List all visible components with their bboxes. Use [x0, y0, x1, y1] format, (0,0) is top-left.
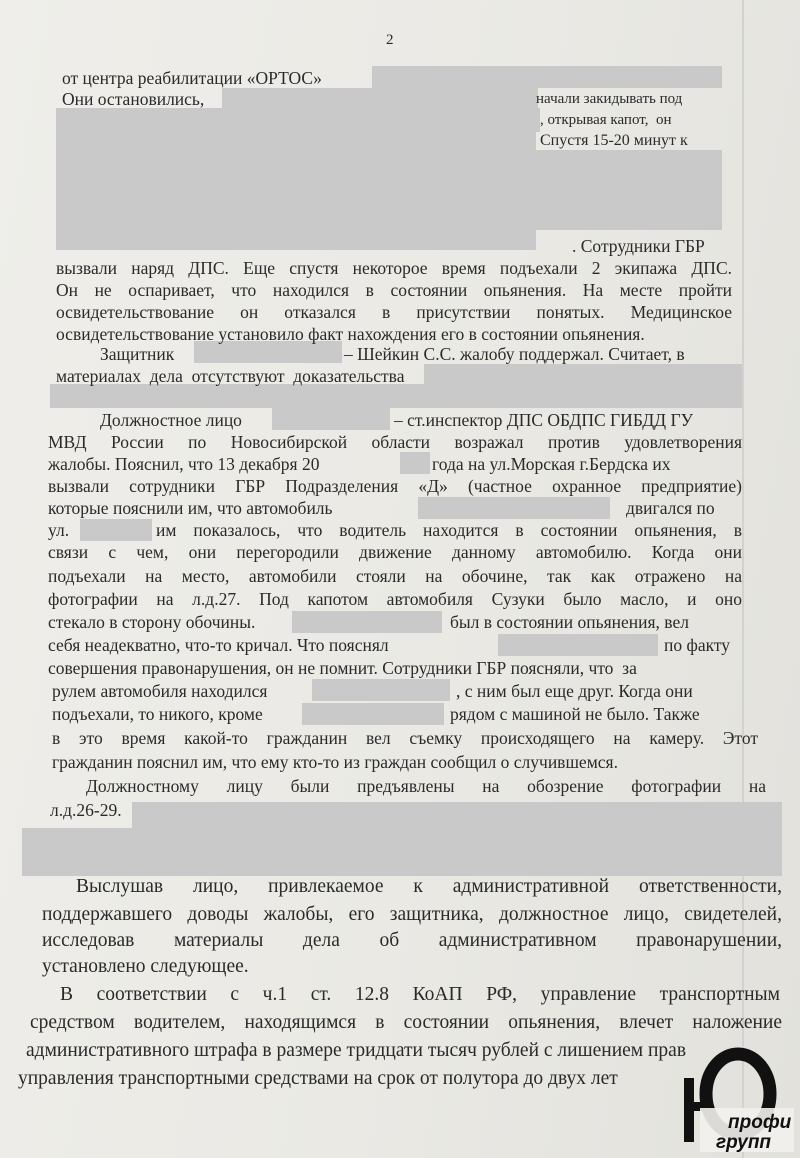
- redaction-block: [498, 634, 658, 656]
- redaction-block: [424, 364, 742, 384]
- text-line: подъехали, то никого, кроме: [52, 704, 263, 724]
- text-line: В соответствии с ч.1 ст. 12.8 КоАП РФ, управление транспортным: [60, 984, 780, 1005]
- text-line: начали закидывать под: [536, 91, 683, 107]
- text-line: года на ул.Морская г.Бердска их: [432, 454, 671, 474]
- text-line: по факту: [664, 635, 731, 655]
- logo-text-grupp: групп: [716, 1132, 772, 1152]
- text-line: – ст.инспектор ДПС ОБДПС ГИБДД ГУ: [394, 410, 693, 430]
- text-line: вызвали наряд ДПС. Еще спустя некоторое время подъехали 2 экипажа ДПС.: [56, 258, 732, 278]
- redaction-block: [22, 828, 782, 876]
- profi-grupp-logo: [676, 1046, 794, 1152]
- redaction-block: [222, 88, 538, 110]
- text-line: исследовав материалы дела об административном правонарушении,: [42, 930, 782, 951]
- text-line: Спустя 15-20 минут к: [540, 132, 688, 149]
- text-line: которые пояснили им, что автомобиль: [48, 498, 333, 518]
- text-line: поддержавшего доводы жалобы, его защитника, должностное лицо, свидетелей,: [42, 904, 782, 925]
- text-line: ул.: [48, 520, 70, 540]
- text-line: , открывая капот, он: [540, 112, 672, 128]
- page-number: 2: [386, 32, 394, 48]
- redaction-block: [536, 150, 722, 230]
- text-line: Защитник: [100, 344, 175, 364]
- text-line: совершения правонарушения, он не помнит. Сотрудники ГБР поясняли, что за: [48, 658, 637, 678]
- text-line: Должностному лицу были предъявлены на обозрение фотографии на: [86, 776, 766, 796]
- redaction-block: [272, 408, 390, 430]
- text-line: подъехали на место, автомобили стояли на обочине, так как отражено на: [48, 566, 742, 586]
- redaction-block: [56, 128, 536, 250]
- text-line: Выслушав лицо, привлекаемое к административной ответственности,: [76, 876, 782, 897]
- text-line: установлено следующее.: [42, 956, 249, 977]
- text-line: . Сотрудники ГБР: [572, 236, 705, 256]
- text-line: Должностное лицо: [100, 410, 242, 430]
- text-line: был в состоянии опьянения, вел: [450, 612, 689, 632]
- text-line: рулем автомобиля находился: [52, 681, 268, 701]
- text-line: рядом с машиной не было. Также: [450, 704, 700, 724]
- text-line: материалах дела отсутствуют доказательства: [56, 366, 405, 386]
- redaction-block: [418, 497, 610, 519]
- text-line: – Шейкин С.С. жалобу поддержал. Считает, в: [344, 344, 685, 364]
- text-line: управления транспортными средствами на срок от полутора до двух лет: [18, 1068, 618, 1089]
- text-line: им показалось, что водитель находится в состоянии опьянения, в: [156, 520, 742, 540]
- text-line: стекало в сторону обочины.: [48, 612, 256, 632]
- text-line: связи с чем, они перегородили движение данному автомобилю. Когда они: [48, 542, 742, 562]
- text-line: двигался по: [626, 498, 715, 518]
- redaction-block: [80, 519, 152, 541]
- text-line: , с ним был еще друг. Когда они: [456, 681, 693, 701]
- redaction-block: [194, 341, 342, 363]
- redaction-block: [312, 679, 450, 701]
- redaction-block: [400, 452, 430, 474]
- text-line: жалобы. Пояснил, что 13 декабря 20: [48, 454, 320, 474]
- text-line: административного штрафа в размере тридцати тысяч рублей с лишением прав: [26, 1040, 687, 1061]
- text-line: фотографии на л.д.27. Под капотом автомобиля Сузуки было масло, и оно: [48, 589, 742, 609]
- text-line: Он не оспаривает, что находился в состоянии опьянения. На месте пройти: [56, 280, 732, 300]
- redaction-block: [50, 384, 742, 408]
- text-line: средством водителем, находящимся в состоянии опьянения, влечет наложение: [30, 1012, 782, 1033]
- logo-text-profi: профи: [728, 1112, 792, 1133]
- text-line: освидетельствование он отказался в присутствии понятых. Медицинское: [56, 302, 732, 322]
- text-line: л.д.26-29.: [50, 800, 122, 820]
- redaction-block: [292, 611, 442, 633]
- text-line: себя неадекватно, что-то кричал. Что пояснял: [48, 635, 389, 655]
- text-line: Они остановились,: [62, 89, 205, 109]
- redaction-block: [302, 703, 444, 725]
- text-line: в это время какой-то гражданин вел съемку происходящего на камеру. Этот: [52, 728, 758, 748]
- text-line: МВД России по Новосибирской области возражал против удовлетворения: [48, 432, 742, 452]
- text-line: освидетельствование установило факт нахождения его в состоянии опьянения.: [56, 324, 645, 344]
- text-line: вызвали сотрудники ГБР Подразделения «Д» (частное охранное предприятие): [48, 476, 742, 496]
- redaction-block: [372, 66, 722, 88]
- text-line: от центра реабилитации «ОРТОС»: [62, 68, 322, 88]
- text-line: гражданин пояснил им, что ему кто-то из граждан сообщил о случившемся.: [52, 752, 618, 772]
